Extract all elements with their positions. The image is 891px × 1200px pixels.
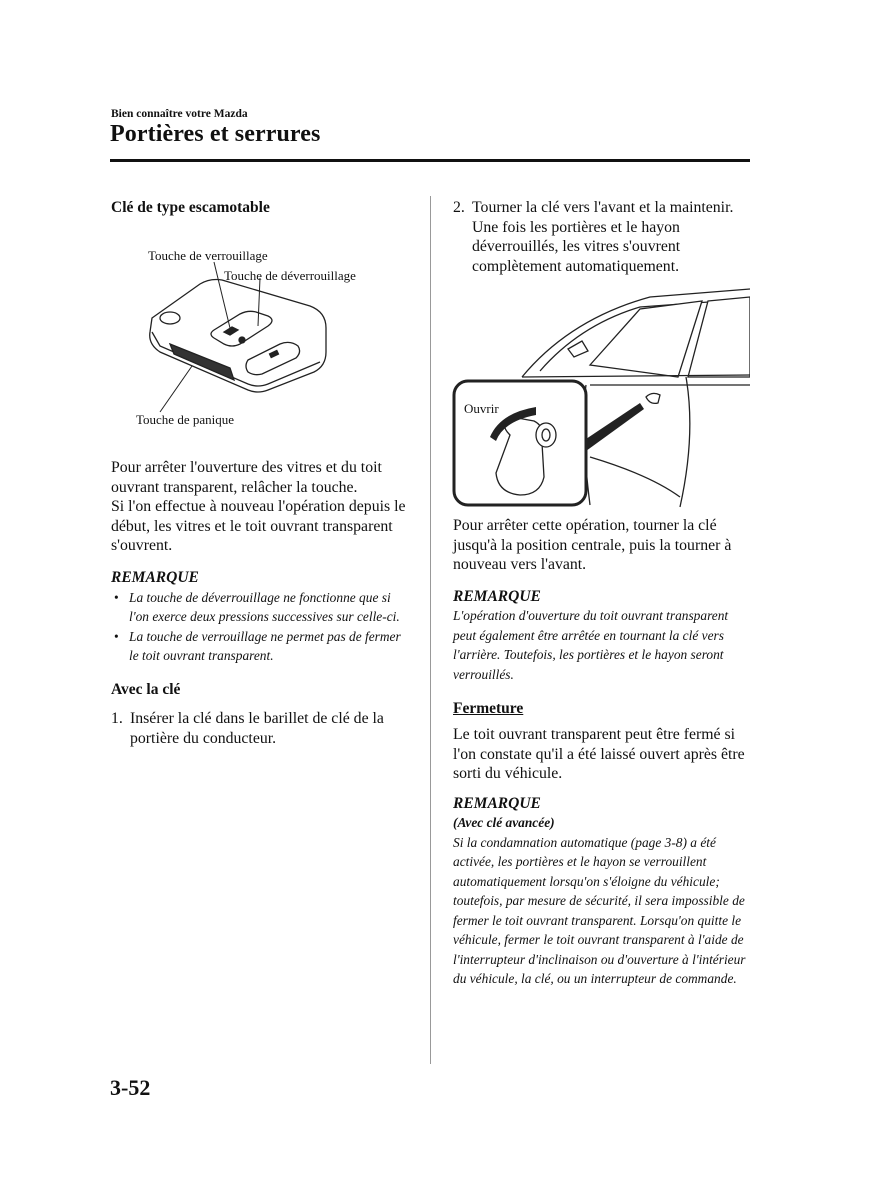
label-unlock-button: Touche de déverrouillage xyxy=(224,268,356,283)
remark-text-3: Si la condamnation automatique (page 3-8) a été activée, les portières et le hayon se verrouillent automatiquement lorsqu'on s'éloigne du véhicule; toutefois, par mesure de sécurité, il sera impossible de fermer le toit ouvrant transparent. Lorsqu'on quitte le véhicule, fermer le toit ouvrant transparent à l'aide de l'interrupteur d'inclinaison ou d'ouverture à l'intérieur du véhicule, la clé, ou un interrupteur de commande. xyxy=(453,834,746,987)
column-divider xyxy=(430,196,431,1064)
paragraph-stop-opening: Pour arrêter l'ouverture des vitres et du toit ouvrant transparent, relâcher la touche. xyxy=(111,459,382,496)
step-1-number: 1. xyxy=(111,710,123,728)
remark-heading-3: REMARQUE xyxy=(453,794,541,812)
paragraph-closing: Le toit ouvrant transparent peut être fermé si l'on constate qu'il a été laissé ouvert après être sorti du véhicule. xyxy=(453,725,745,783)
label-open: Ouvrir xyxy=(464,401,499,416)
car-door-figure xyxy=(450,285,750,510)
remark-subheading-advanced-key: (Avec clé avancée) xyxy=(453,815,555,831)
remark-text-2: L'opération d'ouverture du toit ouvrant transparent peut également être arrêtée en tournant la clé vers l'arrière. Toutefois, les portières et le hayon seront verrouillés. xyxy=(453,608,729,682)
section-kicker: Bien connaître votre Mazda xyxy=(111,108,248,120)
label-panic-button: Touche de panique xyxy=(136,412,234,427)
step-2 xyxy=(453,198,753,276)
heading-retractable-key: Clé de type escamotable xyxy=(111,199,270,216)
step-1-text: Insérer la clé dans le barillet de clé de la portière du conducteur. xyxy=(130,710,384,747)
key-fob-figure xyxy=(130,240,400,440)
remark-heading-1: REMARQUE xyxy=(111,568,199,586)
page-number: 3-52 xyxy=(110,1075,151,1100)
right-body xyxy=(453,516,753,989)
remark-item-2: • La touche de verrouillage ne permet pas de fermer le toit ouvrant transparent. xyxy=(111,627,411,666)
left-heading xyxy=(111,198,411,218)
car-door-illustration xyxy=(450,285,750,510)
remark-heading-2: REMARQUE xyxy=(453,587,541,605)
step-2-number: 2. xyxy=(453,199,465,216)
right-top xyxy=(453,198,753,276)
remark-item-1: • La touche de déverrouillage ne fonctionne que si l'on exerce deux pressions successives sur celle-ci. xyxy=(111,588,411,627)
paragraph-restart: Si l'on effectue à nouveau l'opération depuis le début, les vitres et le toit ouvrant transparent s'ouvrent. xyxy=(111,498,406,555)
left-body xyxy=(111,458,411,748)
label-lock-button: Touche de verrouillage xyxy=(148,248,268,263)
title-rule xyxy=(110,159,750,162)
step-2-text: Tourner la clé vers l'avant et la maintenir. Une fois les portières et le hayon déverrouillés, les vitres s'ouvrent complètement automatiquement. xyxy=(472,199,734,275)
step-1 xyxy=(111,709,411,748)
page-title: Portières et serrures xyxy=(110,121,321,147)
heading-with-key: Avec la clé xyxy=(111,680,181,698)
heading-closing: Fermeture xyxy=(453,700,524,718)
paragraph-stop-operation: Pour arrêter cette opération, tourner la clé jusqu'à la position centrale, puis la tourner à nouveau vers l'avant. xyxy=(453,517,732,574)
